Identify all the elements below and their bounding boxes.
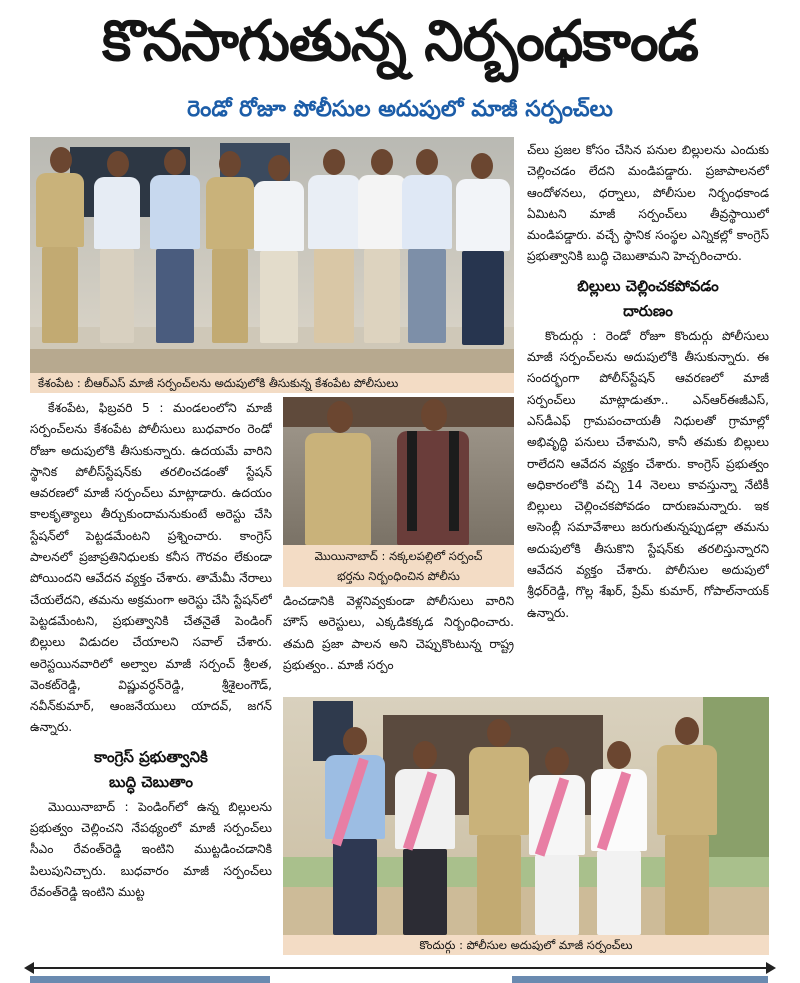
left-subheading-line2: బుద్ధి చెబుతాం — [109, 772, 193, 791]
right-column — [527, 140, 769, 690]
left-column — [30, 398, 272, 960]
next-section-strip-left — [30, 976, 270, 983]
next-section-strip-right — [512, 976, 768, 983]
subheadline: రెండో రోజూ పోలీసుల అదుపులో మాజీ సర్పంచ్‌లు — [187, 97, 613, 122]
bottom-photo-caption: కొందుర్గు : పోలీసుల అదుపులో మాజీ సర్పంచ్‌లు — [283, 935, 769, 955]
right-subheading-line2: దారుణం — [623, 301, 673, 320]
page-divider — [30, 967, 768, 969]
right-subheading-line1: బిల్లులు చెల్లించకపోవడం — [577, 276, 719, 295]
top-photo — [30, 137, 514, 373]
headline: కొనసాగుతున్న నిర్బంధకాండ — [102, 9, 698, 74]
left-subheading-line1: కాంగ్రెస్ ప్రభుత్వానికి — [94, 747, 208, 766]
middle-paragraph: డించడానికి వెళ్లనివ్వకుండా పోలీసులు వారిని హౌస్ అరెస్టులు, ఎక్కడికక్కడ నిర్బంధించారు. తమది ప్రజా పాలన అని చెప్పుకొంటున్న రాష్ట్ర ప్రభుత్వం.. మాజీ సర్పం — [283, 594, 514, 672]
left-paragraph-1: కేశంపేట, ఫిబ్రవరి 5 : మండలంలోని మాజీ సర్పంచ్‌లను కేశంపేట పోలీసులు బుధవారం రెండో రోజూ అదుపులోకి తీసుకున్నారు. ఉదయమే వారిని స్థానిక పోలీస్‌స్టేషన్‌కు తరలించడంతో స్టేషన్ ఆవరణలో మాజీ సర్పంచ్‌లు మాట్లాడారు. ఉదయం కాలకృత్యాలు తీర్చుకుందామనుకుంటే అరెస్టు చేసి స్టేషన్‌లో పెట్టడమేంటని ప్రశ్నించారు. కాంగ్రెస్ పాలనలో ప్రజాప్రతినిధులకు కనీస గౌరవం లేకుండా పోయిందని ఆవేదన వ్యక్తం చేశారు. తామేమీ నేరాలు చేయలేదని, తమను అక్రమంగా అరెస్టు చేసి స్టేషన్‌లో పెట్టడమేంటని, ప్రభుత్వానికి చేతనైతే పెండింగ్ బిల్లులు విడుదల చేయాలని సవాల్ చేశారు. అరెస్టయినవారిలో అల్వాల మాజీ సర్పంచ్ శ్రీలత, వెంకట్‌రెడ్డి, విష్ణువర్ధన్‌రెడ్డి, శ్రీశైలంగౌడ్, నవీన్‌కుమార్, ఆంజనేయులు యాదవ్, జగన్ ఉన్నారు. — [30, 401, 272, 735]
middle-photo-caption — [283, 545, 514, 587]
top-photo-caption: కేశంపేట : బీఆర్‌ఎస్ మాజీ సర్పంచ్‌లను అదుపులోకి తీసుకున్న కేశంపేట పోలీసులు — [30, 373, 514, 393]
left-paragraph-2: మొయినాబాద్ : పెండింగ్‌లో ఉన్న బిల్లులను ప్రభుత్వం చెల్లించని నేపథ్యంలో మాజీ సర్పంచ్‌లు సీఎం రేవంత్‌రెడ్డి ఇంటిని ముట్టడించడానికి పిలుపునిచ్చారు. బుధవారం మాజీ సర్పంచ్‌లు రేవంత్‌రెడ్డి ఇంటిని ముట్ట — [30, 799, 272, 899]
middle-photo — [283, 397, 514, 545]
bottom-photo — [283, 697, 769, 935]
middle-column — [283, 591, 514, 687]
right-paragraph-1: చ్‌లు ప్రజల కోసం చేసిన పనుల బిల్లులను ఎందుకు చెల్లించడం లేదని మండిపడ్డారు. ప్రజాపాలనలో ఆందోళనలు, ధర్నాలు, పోలీసుల నిర్బంధకాండ ఏమిటని మాజీ సర్పంచ్‌లు తీవ్రస్థాయిలో మండిపడ్డారు. వచ్చే స్థానిక సంస్థల ఎన్నికల్లో కాంగ్రెస్ ప్రభుత్వానికి బుద్ధి చెబుతామని హెచ్చరించారు. — [527, 143, 769, 264]
middle-caption-line1: మొయినాబాద్ : నక్కలపల్లిలో సర్పంచ్ — [314, 549, 483, 563]
middle-caption-line2: భర్తను నిర్బంధించిన పోలీసు — [337, 569, 460, 583]
right-arrow-icon — [766, 962, 776, 974]
right-paragraph-2: కొందుర్గు : రెండో రోజూ కొందుర్గు పోలీసులు మాజీ సర్పంచ్‌లను అదుపులోకి తీసుకున్నారు. ఈ సందర్భంగా పోలీస్‌స్టేషన్ ఆవరణలో మాజీ సర్పంచ్‌లు మాట్లాడుతూ.. ఎన్ఆర్ఈజీఎస్, ఎస్‌డీఎఫ్ గ్రామపంచాయతీ నిధులతో గ్రామాల్లో అభివృద్ధి పనులు చేశామని, కానీ తమకు బిల్లులు రాలేదని ఆవేదన వ్యక్తం చేశారు. కాంగ్రెస్ ప్రభుత్వం అధికారంలోకి వచ్చి 14 నెలలు కావస్తున్నా నేటికీ బిల్లులు చెల్లించకపోవడం దారుణమన్నారు. ఇక అసెంబ్లీ సమావేశాలు జరుగుతున్నప్పుడల్లా తమను అదుపులోకి తీసుకొని స్టేషన్‌కు తరలిస్తున్నారని ఆవేదన వ్యక్తం చేశారు. పోలీసుల అదుపులో శ్రీధర్‌రెడ్డి, గొల్ల శేఖర్, ప్రేమ్ కుమార్, గోపాల్‌నాయక్ ఉన్నారు. — [527, 328, 769, 620]
